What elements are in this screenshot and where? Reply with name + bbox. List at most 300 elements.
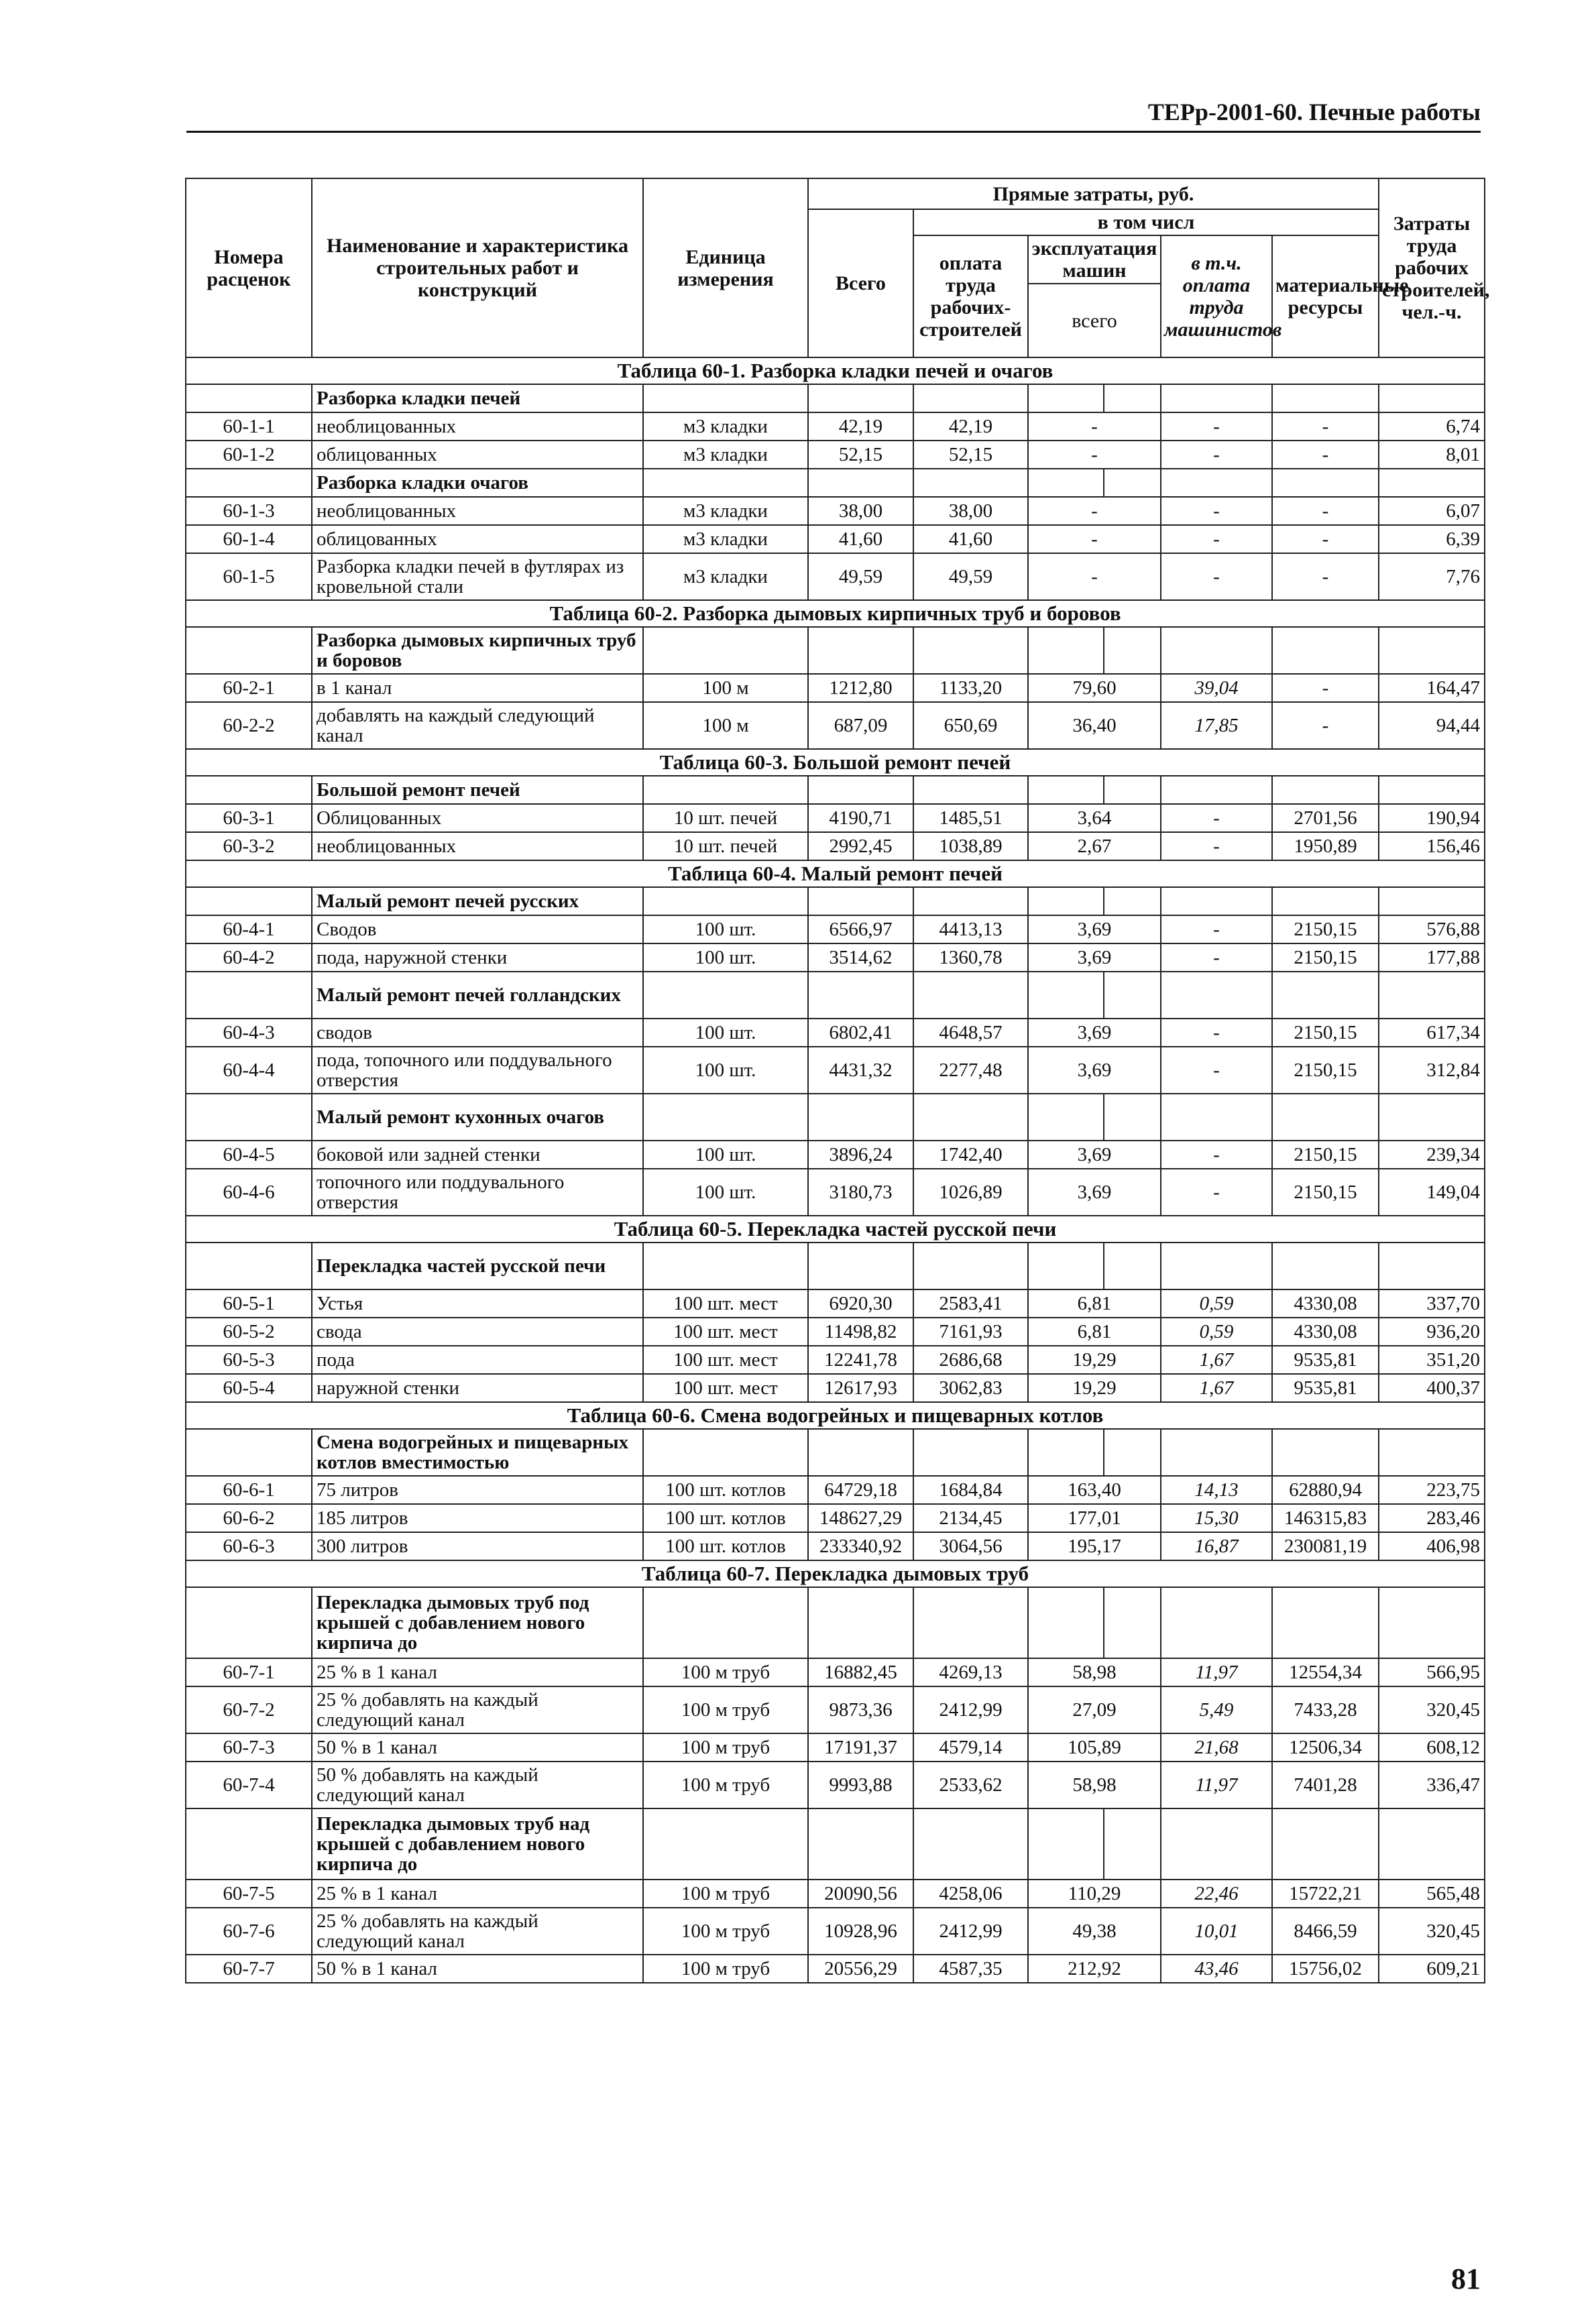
table-title: Таблица 60-4. Малый ремонт печей [186, 860, 1485, 887]
empty-cell [1379, 1094, 1485, 1141]
machinist-labor-cost: - [1161, 1047, 1272, 1094]
running-title: ТЕРр-2001-60. Печные работы [1147, 99, 1481, 125]
machinist-labor-cost: 0,59 [1161, 1318, 1272, 1346]
col-unit-header: Единица измерения [643, 178, 808, 357]
labor-cost: 2412,99 [913, 1908, 1028, 1955]
empty-cell [1028, 1094, 1104, 1141]
section-heading: Большой ремонт печей [312, 776, 643, 804]
labor-cost: 1133,20 [913, 674, 1028, 702]
rate-code: 60-7-4 [186, 1762, 312, 1808]
empty-cell [1104, 1587, 1161, 1658]
materials-cost: 1950,89 [1272, 832, 1379, 860]
materials-cost: 146315,83 [1272, 1504, 1379, 1532]
rate-code: 60-5-4 [186, 1374, 312, 1402]
machine-cost: 6,81 [1028, 1318, 1161, 1346]
machine-cost: 110,29 [1028, 1880, 1161, 1908]
rate-code: 60-1-3 [186, 497, 312, 525]
rate-code: 60-6-2 [186, 1504, 312, 1532]
work-name: 75 литров [312, 1476, 643, 1504]
empty-cell [913, 1243, 1028, 1289]
machinist-labor-cost: 0,59 [1161, 1289, 1272, 1318]
empty-cell [1379, 1243, 1485, 1289]
materials-cost: 2150,15 [1272, 1141, 1379, 1169]
labor-cost: 1026,89 [913, 1169, 1028, 1216]
materials-cost: 2150,15 [1272, 1169, 1379, 1216]
labor-cost: 38,00 [913, 497, 1028, 525]
unit-of-measure: 100 шт. [643, 915, 808, 943]
empty-cell [1379, 1587, 1485, 1658]
labor-cost: 2134,45 [913, 1504, 1028, 1532]
rate-code: 60-7-6 [186, 1908, 312, 1955]
rate-code: 60-1-1 [186, 412, 312, 441]
empty-cell [1161, 887, 1272, 915]
empty-cell [913, 1094, 1028, 1141]
page-number: 81 [1451, 2262, 1481, 2295]
empty-cell [913, 1429, 1028, 1476]
machinist-labor-cost: - [1161, 441, 1272, 469]
rate-row [186, 1908, 1485, 1955]
rate-row [186, 1346, 1485, 1374]
empty-cell [1272, 972, 1379, 1019]
total-cost: 12241,78 [808, 1346, 913, 1374]
unit-of-measure: 100 м [643, 702, 808, 749]
materials-cost: - [1272, 497, 1379, 525]
machinist-labor-cost: 5,49 [1161, 1686, 1272, 1733]
rate-code: 60-6-1 [186, 1476, 312, 1504]
rate-row [186, 1289, 1485, 1318]
machine-cost: 79,60 [1028, 674, 1161, 702]
empty-cell [1104, 972, 1161, 1019]
rate-row [186, 1047, 1485, 1094]
rate-code: 60-4-3 [186, 1019, 312, 1047]
rate-code: 60-1-4 [186, 525, 312, 553]
labor-cost: 4648,57 [913, 1019, 1028, 1047]
col-machinists-header: в т.ч. оплата труда машинистов [1161, 235, 1272, 357]
rate-code: 60-2-1 [186, 674, 312, 702]
work-name: в 1 канал [312, 674, 643, 702]
rate-row [186, 1504, 1485, 1532]
rate-row [186, 804, 1485, 832]
materials-cost: 2701,56 [1272, 804, 1379, 832]
empty-cell [186, 972, 312, 1019]
total-cost: 3896,24 [808, 1141, 913, 1169]
materials-cost: - [1272, 412, 1379, 441]
labor-hours: 177,88 [1379, 943, 1485, 972]
materials-cost: 2150,15 [1272, 1019, 1379, 1047]
empty-cell [186, 384, 312, 412]
labor-cost: 4413,13 [913, 915, 1028, 943]
empty-cell [1161, 627, 1272, 674]
empty-cell [1272, 469, 1379, 497]
machine-cost: 19,29 [1028, 1374, 1161, 1402]
empty-cell [1161, 1094, 1272, 1141]
section-heading-row [186, 384, 1485, 412]
section-heading-row [186, 1243, 1485, 1289]
empty-cell [186, 1094, 312, 1141]
empty-cell [643, 972, 808, 1019]
col-total-header: Всего [808, 209, 913, 357]
section-heading: Малый ремонт кухонных очагов [312, 1094, 643, 1141]
rate-row [186, 1880, 1485, 1908]
machinist-labor-cost: 16,87 [1161, 1532, 1272, 1560]
work-name: Сводов [312, 915, 643, 943]
materials-cost: 7401,28 [1272, 1762, 1379, 1808]
labor-cost: 3064,56 [913, 1532, 1028, 1560]
rate-code: 60-3-2 [186, 832, 312, 860]
col-hours-header: Затраты труда рабочих строителей, чел.-ч. [1379, 178, 1485, 357]
machinist-labor-cost: 11,97 [1161, 1762, 1272, 1808]
rate-row [186, 1476, 1485, 1504]
empty-cell [1028, 384, 1104, 412]
rate-code: 60-4-1 [186, 915, 312, 943]
labor-hours: 336,47 [1379, 1762, 1485, 1808]
empty-cell [1272, 1808, 1379, 1880]
labor-hours: 283,46 [1379, 1504, 1485, 1532]
empty-cell [1028, 776, 1104, 804]
rate-row [186, 674, 1485, 702]
empty-cell [1028, 1243, 1104, 1289]
col-including-header: в том числ [913, 209, 1379, 235]
header-rule [186, 131, 1481, 133]
empty-cell [1104, 384, 1161, 412]
total-cost: 16882,45 [808, 1658, 913, 1686]
work-name: сводов [312, 1019, 643, 1047]
empty-cell [1272, 1094, 1379, 1141]
empty-cell [643, 1243, 808, 1289]
labor-cost: 4258,06 [913, 1880, 1028, 1908]
unit-of-measure: 100 шт. [643, 1141, 808, 1169]
total-cost: 20090,56 [808, 1880, 913, 1908]
empty-cell [913, 627, 1028, 674]
table-title-row [186, 1402, 1485, 1429]
empty-cell [1161, 1587, 1272, 1658]
section-heading-row [186, 776, 1485, 804]
unit-of-measure: 10 шт. печей [643, 832, 808, 860]
empty-cell [1104, 1094, 1161, 1141]
empty-cell [1272, 776, 1379, 804]
materials-cost: 2150,15 [1272, 943, 1379, 972]
unit-of-measure: 100 шт. мест [643, 1289, 808, 1318]
section-heading-row [186, 887, 1485, 915]
rate-code: 60-7-3 [186, 1733, 312, 1762]
section-heading: Разборка дымовых кирпичных труб и боровов [312, 627, 643, 674]
work-name: Устья [312, 1289, 643, 1318]
machine-cost: 3,69 [1028, 1169, 1161, 1216]
labor-cost: 1485,51 [913, 804, 1028, 832]
empty-cell [1104, 776, 1161, 804]
unit-of-measure: 100 шт. мест [643, 1374, 808, 1402]
total-cost: 148627,29 [808, 1504, 913, 1532]
table-title-row [186, 600, 1485, 627]
labor-cost: 3062,83 [913, 1374, 1028, 1402]
empty-cell [1379, 776, 1485, 804]
machinist-labor-cost: 22,46 [1161, 1880, 1272, 1908]
empty-cell [1028, 1587, 1104, 1658]
machinist-labor-cost: 14,13 [1161, 1476, 1272, 1504]
labor-cost: 41,60 [913, 525, 1028, 553]
empty-cell [1379, 972, 1485, 1019]
empty-cell [808, 1243, 913, 1289]
unit-of-measure: м3 кладки [643, 553, 808, 600]
materials-cost: 4330,08 [1272, 1289, 1379, 1318]
materials-cost: 12554,34 [1272, 1658, 1379, 1686]
machinist-labor-cost: 1,67 [1161, 1346, 1272, 1374]
unit-of-measure: 100 шт. котлов [643, 1532, 808, 1560]
empty-cell [186, 1808, 312, 1880]
rate-row [186, 1955, 1485, 1983]
col-labor-header: оплата труда рабочих-строителей [913, 235, 1028, 357]
unit-of-measure: 100 шт. [643, 1019, 808, 1047]
table-title-row [186, 860, 1485, 887]
labor-hours: 351,20 [1379, 1346, 1485, 1374]
labor-hours: 149,04 [1379, 1169, 1485, 1216]
rate-row [186, 1141, 1485, 1169]
empty-cell [913, 384, 1028, 412]
machine-cost: 19,29 [1028, 1346, 1161, 1374]
materials-cost: 2150,15 [1272, 1047, 1379, 1094]
empty-cell [1379, 887, 1485, 915]
labor-cost: 2686,68 [913, 1346, 1028, 1374]
materials-cost: - [1272, 674, 1379, 702]
machine-cost: 105,89 [1028, 1733, 1161, 1762]
col-machines-total-header: всего [1028, 284, 1161, 357]
work-name: пода, топочного или поддувального отверстия [312, 1047, 643, 1094]
labor-hours: 94,44 [1379, 702, 1485, 749]
rate-row [186, 832, 1485, 860]
machine-cost: - [1028, 412, 1161, 441]
labor-hours: 8,01 [1379, 441, 1485, 469]
empty-cell [1379, 627, 1485, 674]
materials-cost: 4330,08 [1272, 1318, 1379, 1346]
empty-cell [1272, 384, 1379, 412]
empty-cell [913, 887, 1028, 915]
empty-cell [913, 776, 1028, 804]
total-cost: 52,15 [808, 441, 913, 469]
total-cost: 9873,36 [808, 1686, 913, 1733]
rate-code: 60-6-3 [186, 1532, 312, 1560]
labor-hours: 312,84 [1379, 1047, 1485, 1094]
rate-row [186, 943, 1485, 972]
labor-cost: 42,19 [913, 412, 1028, 441]
work-name: 300 литров [312, 1532, 643, 1560]
work-name: облицованных [312, 525, 643, 553]
machine-cost: 58,98 [1028, 1658, 1161, 1686]
col-code-header: Номера расценок [186, 178, 312, 357]
labor-cost: 4579,14 [913, 1733, 1028, 1762]
rate-code: 60-5-1 [186, 1289, 312, 1318]
section-heading-row [186, 1808, 1485, 1880]
empty-cell [1272, 1587, 1379, 1658]
rate-row [186, 553, 1485, 600]
work-name: необлицованных [312, 412, 643, 441]
empty-cell [1272, 887, 1379, 915]
labor-cost: 1360,78 [913, 943, 1028, 972]
empty-cell [808, 469, 913, 497]
table-title: Таблица 60-2. Разборка дымовых кирпичных труб и боровов [186, 600, 1485, 627]
machine-cost: 177,01 [1028, 1504, 1161, 1532]
materials-cost: 7433,28 [1272, 1686, 1379, 1733]
labor-cost: 1742,40 [913, 1141, 1028, 1169]
labor-hours: 936,20 [1379, 1318, 1485, 1346]
section-heading: Малый ремонт печей русских [312, 887, 643, 915]
empty-cell [186, 627, 312, 674]
unit-of-measure: 100 м труб [643, 1955, 808, 1983]
materials-cost: 2150,15 [1272, 915, 1379, 943]
total-cost: 3180,73 [808, 1169, 913, 1216]
empty-cell [643, 384, 808, 412]
work-name: пода, наружной стенки [312, 943, 643, 972]
rate-row [186, 915, 1485, 943]
empty-cell [1379, 469, 1485, 497]
unit-of-measure: 100 шт. [643, 1047, 808, 1094]
labor-cost: 4269,13 [913, 1658, 1028, 1686]
table-title: Таблица 60-5. Перекладка частей русской печи [186, 1216, 1485, 1243]
unit-of-measure: 100 шт. мест [643, 1346, 808, 1374]
unit-of-measure: 100 м труб [643, 1686, 808, 1733]
labor-hours: 223,75 [1379, 1476, 1485, 1504]
labor-hours: 239,34 [1379, 1141, 1485, 1169]
unit-of-measure: 100 м труб [643, 1733, 808, 1762]
empty-cell [1272, 1243, 1379, 1289]
labor-hours: 617,34 [1379, 1019, 1485, 1047]
labor-hours: 400,37 [1379, 1374, 1485, 1402]
section-heading: Перекладка частей русской печи [312, 1243, 643, 1289]
labor-cost: 1038,89 [913, 832, 1028, 860]
labor-hours: 320,45 [1379, 1908, 1485, 1955]
machine-cost: 3,69 [1028, 1047, 1161, 1094]
labor-hours: 6,07 [1379, 497, 1485, 525]
machinist-labor-cost: - [1161, 832, 1272, 860]
machinist-labor-cost: - [1161, 915, 1272, 943]
empty-cell [808, 1808, 913, 1880]
unit-of-measure: 100 шт. котлов [643, 1504, 808, 1532]
labor-cost: 1684,84 [913, 1476, 1028, 1504]
table-title: Таблица 60-7. Перекладка дымовых труб [186, 1560, 1485, 1587]
work-name: необлицованных [312, 832, 643, 860]
empty-cell [1379, 1429, 1485, 1476]
labor-cost: 2533,62 [913, 1762, 1028, 1808]
unit-of-measure: 100 шт. мест [643, 1318, 808, 1346]
empty-cell [1272, 1429, 1379, 1476]
table-title-row [186, 357, 1485, 384]
machine-cost: 6,81 [1028, 1289, 1161, 1318]
section-heading: Смена водогрейных и пищеварных котлов вместимостью [312, 1429, 643, 1476]
total-cost: 41,60 [808, 525, 913, 553]
unit-of-measure: 100 шт. котлов [643, 1476, 808, 1504]
rate-code: 60-4-2 [186, 943, 312, 972]
labor-cost: 7161,93 [913, 1318, 1028, 1346]
rate-code: 60-7-5 [186, 1880, 312, 1908]
work-name: 25 % добавлять на каждый следующий канал [312, 1908, 643, 1955]
machine-cost: 3,69 [1028, 1141, 1161, 1169]
machine-cost: 195,17 [1028, 1532, 1161, 1560]
empty-cell [1104, 627, 1161, 674]
rate-code: 60-2-2 [186, 702, 312, 749]
work-name: добавлять на каждый следующий канал [312, 702, 643, 749]
materials-cost: - [1272, 441, 1379, 469]
table-title-row [186, 1216, 1485, 1243]
machinist-labor-cost: - [1161, 412, 1272, 441]
machinist-labor-cost: 43,46 [1161, 1955, 1272, 1983]
col-name-header: Наименование и характеристика строительных работ и конструкций [312, 178, 643, 357]
section-heading: Перекладка дымовых труб под крышей с добавлением нового кирпича до [312, 1587, 643, 1658]
empty-cell [808, 1094, 913, 1141]
materials-cost: 15722,21 [1272, 1880, 1379, 1908]
total-cost: 1212,80 [808, 674, 913, 702]
rate-row [186, 1318, 1485, 1346]
rate-row [186, 1532, 1485, 1560]
labor-hours: 6,74 [1379, 412, 1485, 441]
empty-cell [643, 1094, 808, 1141]
price-table [185, 178, 1490, 1983]
empty-cell [1379, 384, 1485, 412]
empty-cell [643, 776, 808, 804]
rate-row [186, 525, 1485, 553]
labor-cost: 52,15 [913, 441, 1028, 469]
machine-cost: - [1028, 497, 1161, 525]
work-name: облицованных [312, 441, 643, 469]
unit-of-measure: 100 м труб [643, 1762, 808, 1808]
unit-of-measure: м3 кладки [643, 525, 808, 553]
labor-hours: 566,95 [1379, 1658, 1485, 1686]
rate-code: 60-7-7 [186, 1955, 312, 1983]
materials-cost: 62880,94 [1272, 1476, 1379, 1504]
empty-cell [1272, 627, 1379, 674]
machinist-labor-cost: - [1161, 1141, 1272, 1169]
empty-cell [1161, 972, 1272, 1019]
empty-cell [1161, 1429, 1272, 1476]
machinist-labor-cost: 10,01 [1161, 1908, 1272, 1955]
materials-cost: - [1272, 702, 1379, 749]
materials-cost: - [1272, 525, 1379, 553]
unit-of-measure: м3 кладки [643, 441, 808, 469]
labor-hours: 7,76 [1379, 553, 1485, 600]
work-name: свода [312, 1318, 643, 1346]
labor-cost: 650,69 [913, 702, 1028, 749]
labor-cost: 2583,41 [913, 1289, 1028, 1318]
machine-cost: 212,92 [1028, 1955, 1161, 1983]
col-direct-costs-header: Прямые затраты, руб. [808, 178, 1379, 209]
empty-cell [1379, 1808, 1485, 1880]
col-materials-header: материальные ресурсы [1272, 235, 1379, 357]
labor-hours: 190,94 [1379, 804, 1485, 832]
empty-cell [643, 1808, 808, 1880]
section-heading: Перекладка дымовых труб над крышей с добавлением нового кирпича до [312, 1808, 643, 1880]
rate-code: 60-1-2 [186, 441, 312, 469]
rate-code: 60-4-4 [186, 1047, 312, 1094]
table-title-row [186, 1560, 1485, 1587]
rate-code: 60-4-6 [186, 1169, 312, 1216]
work-name: 50 % в 1 канал [312, 1733, 643, 1762]
machinist-labor-cost: - [1161, 497, 1272, 525]
labor-hours: 576,88 [1379, 915, 1485, 943]
machine-cost: 3,69 [1028, 943, 1161, 972]
empty-cell [913, 972, 1028, 1019]
machinist-labor-cost: 11,97 [1161, 1658, 1272, 1686]
work-name: топочного или поддувального отверстия [312, 1169, 643, 1216]
rate-row [186, 1374, 1485, 1402]
rate-code: 60-7-2 [186, 1686, 312, 1733]
work-name: 50 % добавлять на каждый следующий канал [312, 1762, 643, 1808]
rate-row [186, 1762, 1485, 1808]
empty-cell [808, 776, 913, 804]
unit-of-measure: 100 м труб [643, 1908, 808, 1955]
empty-cell [186, 1243, 312, 1289]
table-title: Таблица 60-6. Смена водогрейных и пищеварных котлов [186, 1402, 1485, 1429]
rate-row [186, 412, 1485, 441]
total-cost: 10928,96 [808, 1908, 913, 1955]
section-heading-row [186, 972, 1485, 1019]
